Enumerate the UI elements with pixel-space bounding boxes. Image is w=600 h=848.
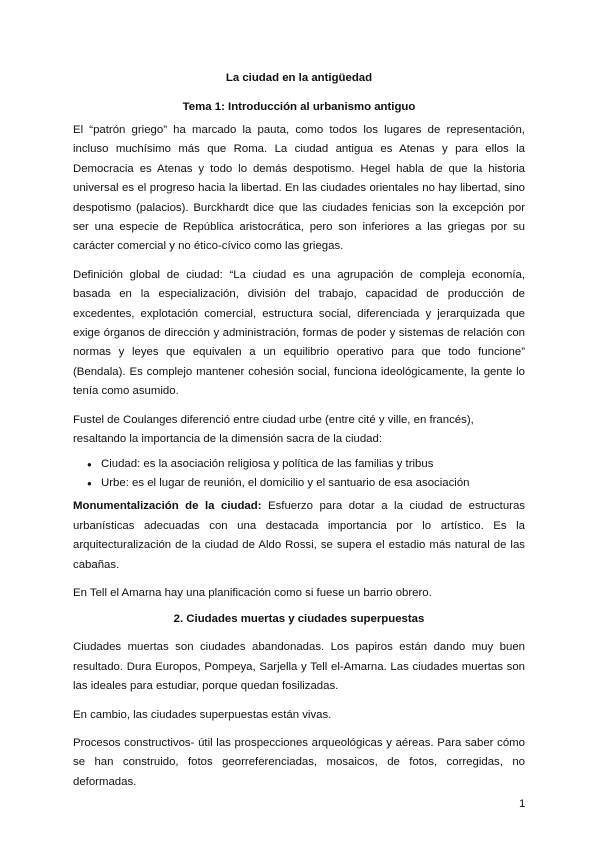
list-item-text: Urbe: es el lugar de reunión, el domicilio y el santuario de esa asociación	[101, 476, 470, 489]
document-title: La ciudad en la antigüedad	[225, 72, 373, 84]
paragraph-definicion-ciudad: Definición global de ciudad: “La ciudad es una agrupación de compleja economía, basada en la especialización, división del trabajo, capacidad de producción de excedentes, explotación comercial, estructura social, diferenciada y jerarquizada que exige órganos de dirección y administración, formas de poder y sistemas de relación con normas y leyes que equivalen a un equilibrio operativo para que todo funcione” (Bendala). Es complejo mantener cohesión social, funciona ideológicamente, la gente lo tenía como asumido.	[73, 268, 525, 398]
paragraph-bold-lead: Monumentalización de la ciudad:	[73, 500, 262, 513]
list-item-text: Ciudad: es la asociación religiosa y política de las familias y tribus	[101, 457, 434, 470]
paragraph-patron-griego: El “patrón griego” ha marcado la pauta, como todos los lugares de representación, incluso muchísimo más que Roma. La ciudad antigua es Atenas y para ellos la Democracia es Atenas y todo lo demás despotismo. Hegel habla de que la historia universal es el progreso hacia la libertad. En las ciudades orientales no hay libertad, sino despotismo (palacios). Burckhardt dice que las ciudades fenicias son la excepción por ser una especie de República aristocrática, pero son inferiores a las griegas por su carácter comercial y no ético-cívico como las griegas.	[73, 124, 525, 253]
page-number: 1	[519, 798, 526, 810]
paragraph-procesos-constructivos: Procesos constructivos- útil las prospecciones arqueológicas y aéreas. Para saber cómo se han construido, fotos georreferenciadas, mosaicos, de fotos, corregidas, no deformadas.	[73, 736, 525, 788]
paragraph-fustel-de-coulanges: Fustel de Coulanges diferenció entre ciudad urbe (entre cité y ville, en francés), resaltando la importancia de la dimensión sacra de la ciudad:	[73, 413, 474, 446]
page-content	[73, 71, 525, 801]
list-item	[73, 455, 525, 474]
bullet-icon: ●	[87, 478, 92, 488]
paragraph-body: Esfuerzo para dotar a la ciudad de estructuras urbanísticas adecuadas con una destacada importancia por lo artístico. Es la arquitecturalización de la ciudad de Aldo Rossi, se supera el estadio más natural de las cabañas.	[73, 500, 525, 571]
bullet-list	[73, 455, 525, 494]
paragraph-ciudades-superpuestas: En cambio, las ciudades superpuestas están vivas.	[73, 708, 332, 721]
paragraph-monumentalizacion	[73, 497, 525, 575]
paragraph-ciudades-muertas: Ciudades muertas son ciudades abandonadas. Los papiros están dando muy buen resultado. Dura Europos, Pompeya, Sarjella y Tell el-Amarna. Las ciudades muertas son las ideales para estudiar, porque quedan fosilizadas.	[73, 641, 525, 693]
section-1-heading: Tema 1: Introducción al urbanismo antiguo	[182, 101, 416, 113]
paragraph-tell-el-amarna: En Tell el Amarna hay una planificación como si fuese un barrio obrero.	[73, 586, 432, 599]
list-item	[73, 474, 525, 493]
bullet-icon: ●	[87, 459, 92, 469]
section-2-heading: 2. Ciudades muertas y ciudades superpuestas	[173, 613, 425, 626]
